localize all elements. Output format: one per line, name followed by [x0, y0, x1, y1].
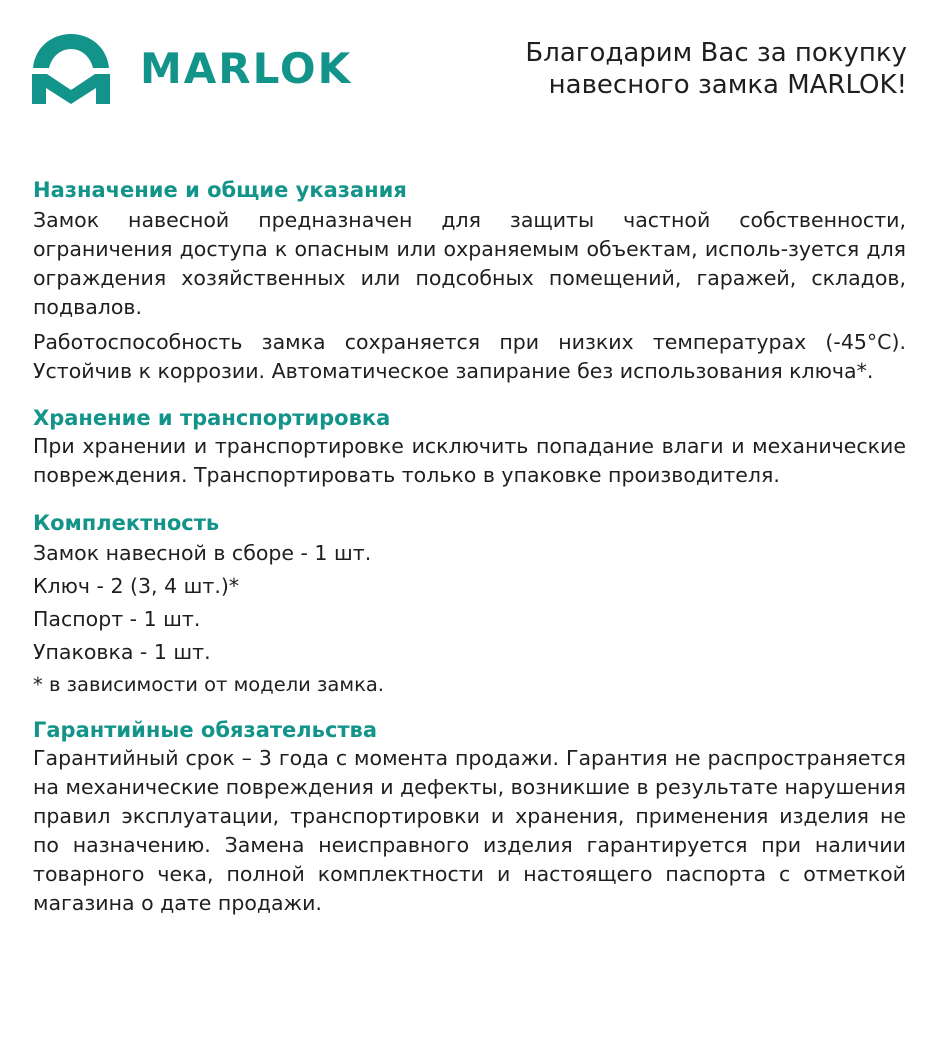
section-contents: [33, 509, 906, 701]
marlok-m-logo-icon: [30, 32, 112, 106]
section-paragraph: При хранении и транспортировке исключить попадание влаги и механические повреждения. Транспортировать только в упаковке производителя.: [33, 434, 906, 487]
section-heading: Гарантийные обязательства: [33, 718, 378, 742]
section-heading: Хранение и транспортировка: [33, 406, 391, 430]
thank-you-message: [467, 37, 907, 101]
thank-you-line-2: навесного замка MARLOK!: [548, 70, 907, 100]
section-heading: Комплектность: [33, 511, 220, 535]
section-paragraph: Замок навесной предназначен для защиты частной собственности, ограничения доступа к опасным или охраняемым объектам, исполь-зуется для ограждения хозяйственных или подсобных помещений, гаражей, складов, подвалов.: [33, 208, 906, 319]
list-item: Замок навесной в сборе - 1 шт.: [33, 541, 372, 565]
list-item: Ключ - 2 (3, 4 шт.)*: [33, 574, 240, 598]
header: [0, 0, 939, 130]
section-warranty: [33, 716, 906, 918]
section-paragraph: Гарантийный срок – 3 года с момента продажи. Гарантия не распространяется на механические повреждения и дефекты, возникшие в результате нарушения правил эксплуатации, транспортировки и хранения, применения изделия не по назначению. Замена неисправного изделия гарантируется при наличии товарного чека, полной комплектности и настоящего паспорта с отметкой магазина о дате продажи.: [33, 746, 906, 915]
list-item: Упаковка - 1 шт.: [33, 640, 211, 664]
list-item: Паспорт - 1 шт.: [33, 607, 201, 631]
section-heading: Назначение и общие указания: [33, 178, 407, 202]
section-paragraph: Работоспособность замка сохраняется при низких температурах (-45°С). Устойчив к коррозии. Автоматическое запирание без использования ключа*.: [33, 330, 906, 383]
footnote: * в зависимости от модели замка.: [33, 673, 385, 696]
contents-list: [33, 537, 906, 669]
section-storage: [33, 404, 906, 490]
brand-name: MARLOK: [140, 44, 353, 93]
section-purpose: [33, 176, 906, 386]
thank-you-line-1: Благодарим Вас за покупку: [525, 38, 907, 68]
passport-content: [33, 176, 906, 918]
